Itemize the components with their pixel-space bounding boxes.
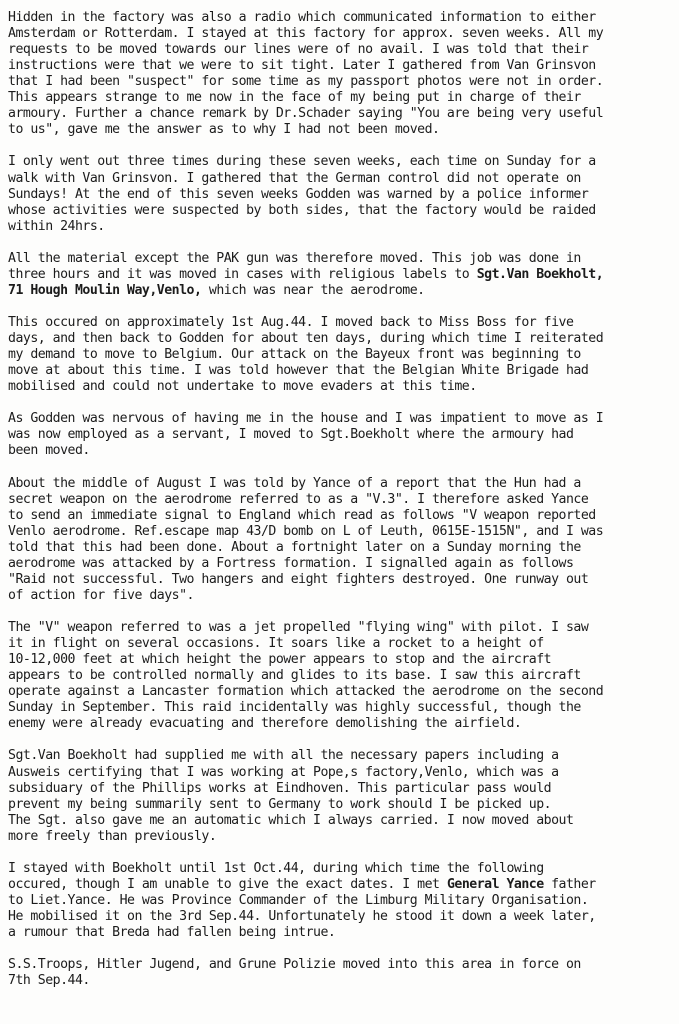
text-line bbox=[8, 219, 673, 235]
text-segment: I stayed with Boekholt until 1st Oct.44, during which time the following bbox=[8, 860, 544, 876]
text-segment: within 24hrs. bbox=[8, 218, 105, 234]
text-segment: secret weapon on the aerodrome referred to as a "V.3". I therefore asked Yance bbox=[8, 491, 589, 507]
text-line bbox=[8, 42, 673, 58]
text-line bbox=[8, 540, 673, 556]
text-line bbox=[8, 813, 673, 829]
text-line bbox=[8, 187, 673, 203]
text-segment: to us", gave me the answer as to why I had not been moved. bbox=[8, 122, 440, 138]
text-segment: my demand to move to Belgium. Our attack on the Bayeux front was beginning to bbox=[8, 347, 581, 363]
text-line bbox=[8, 684, 673, 700]
text-segment: About the middle of August I was told by Yance of a report that the Hun had a bbox=[8, 475, 581, 491]
text-segment: S.S.Troops, Hitler Jugend, and Grune Polizie moved into this area in force on bbox=[8, 957, 581, 973]
text-segment: that I had been "suspect" for some time as my passport photos were not in order. bbox=[8, 74, 604, 90]
text-segment: it in flight on several occasions. It soars like a rocket to a height of bbox=[8, 636, 544, 652]
text-segment: enemy were already evacuating and therefore demolishing the airfield. bbox=[8, 716, 522, 732]
text-line bbox=[8, 427, 673, 443]
text-segment: whose activities were suspected by both sides, that the factory would be raided bbox=[8, 202, 596, 218]
text-line bbox=[8, 347, 673, 363]
paragraph bbox=[8, 620, 673, 732]
text-segment: This appears strange to me now in the face of my being put in charge of their bbox=[8, 90, 581, 106]
text-segment: Sgt.Van Boekholt had supplied me with all the necessary papers including a bbox=[8, 748, 559, 764]
paragraph bbox=[8, 315, 673, 395]
text-line bbox=[8, 379, 673, 395]
text-line bbox=[8, 476, 673, 492]
text-segment: move at about this time. I was told however that the Belgian White Brigade had bbox=[8, 363, 589, 379]
text-line bbox=[8, 877, 673, 893]
text-line bbox=[8, 26, 673, 42]
text-segment: days, and then back to Godden for about ten days, during which time I reiterated bbox=[8, 331, 604, 347]
text-line bbox=[8, 588, 673, 604]
text-line bbox=[8, 909, 673, 925]
text-line bbox=[8, 331, 673, 347]
text-segment: Amsterdam or Rotterdam. I stayed at this factory for approx. seven weeks. All my bbox=[8, 26, 604, 42]
text-segment: walk with Van Grinsvon. I gathered that the German control did not operate on bbox=[8, 170, 581, 186]
text-line bbox=[8, 893, 673, 909]
text-segment: three hours and it was moved in cases with religious labels to bbox=[8, 266, 477, 282]
text-segment: armoury. Further a chance remark by Dr.Schader saying "You are being very useful bbox=[8, 106, 604, 122]
text-line bbox=[8, 829, 673, 845]
text-segment: been moved. bbox=[8, 443, 90, 459]
text-segment: operate against a Lancaster formation which attacked the aerodrome on the second bbox=[8, 684, 604, 700]
text-segment: 7th Sep.44. bbox=[8, 973, 90, 989]
paragraph bbox=[8, 957, 673, 989]
paragraph bbox=[8, 861, 673, 941]
text-line bbox=[8, 203, 673, 219]
text-line bbox=[8, 748, 673, 764]
text-segment: to send an immediate signal to England which read as follows "V weapon reported bbox=[8, 507, 596, 523]
text-line bbox=[8, 781, 673, 797]
text-line bbox=[8, 58, 673, 74]
bold-text: Sgt.Van Boekholt, bbox=[476, 266, 604, 282]
text-segment: Sundays! At the end of this seven weeks Godden was warned by a police informer bbox=[8, 186, 589, 202]
text-segment: "Raid not successful. Two hangers and eight fighters destroyed. One runway out bbox=[8, 571, 589, 587]
text-line bbox=[8, 716, 673, 732]
text-line bbox=[8, 572, 673, 588]
text-line bbox=[8, 315, 673, 331]
text-line bbox=[8, 620, 673, 636]
text-line bbox=[8, 363, 673, 379]
text-segment: Hidden in the factory was also a radio which communicated information to either bbox=[8, 10, 596, 25]
text-segment: which was near the aerodrome. bbox=[201, 282, 425, 298]
text-line bbox=[8, 508, 673, 524]
text-line bbox=[8, 925, 673, 941]
text-line bbox=[8, 122, 673, 138]
bold-text: 71 Hough Moulin Way,Venlo, bbox=[8, 282, 202, 298]
text-line bbox=[8, 154, 673, 170]
paragraph bbox=[8, 154, 673, 234]
text-line bbox=[8, 492, 673, 508]
text-line bbox=[8, 524, 673, 540]
text-line bbox=[8, 700, 673, 716]
text-line bbox=[8, 443, 673, 459]
text-line bbox=[8, 652, 673, 668]
paragraph bbox=[8, 10, 673, 138]
text-segment: Sunday in September. This raid incidentally was highly successful, though the bbox=[8, 700, 581, 716]
text-segment: The Sgt. also gave me an automatic which I always carried. I now moved about bbox=[8, 812, 574, 828]
text-segment: He mobilised it on the 3rd Sep.44. Unfortunately he stood it down a week later, bbox=[8, 909, 596, 924]
text-segment: This occured on approximately 1st Aug.44. I moved back to Miss Boss for five bbox=[8, 315, 574, 331]
text-segment: appears to be controlled normally and glides to its base. I saw this aircraft bbox=[8, 668, 581, 684]
text-segment: All the material except the PAK gun was therefore moved. This job was done in bbox=[8, 250, 581, 266]
text-segment: aerodrome was attacked by a Fortress formation. I signalled again as follows bbox=[8, 555, 574, 571]
text-segment: requests to be moved towards our lines were of no avail. I was told that their bbox=[8, 42, 589, 58]
text-segment: a rumour that Breda had fallen being intrue. bbox=[8, 925, 336, 941]
text-line bbox=[8, 90, 673, 106]
text-line bbox=[8, 636, 673, 652]
text-segment: to Liet.Yance. He was Province Commander of the Limburg Military Organisation. bbox=[8, 892, 589, 908]
paragraph bbox=[8, 748, 673, 844]
text-line bbox=[8, 106, 673, 122]
text-line bbox=[8, 957, 673, 973]
text-segment: Ausweis certifying that I was working at Pope,s factory,Venlo, which was a bbox=[8, 764, 559, 780]
text-line bbox=[8, 797, 673, 813]
text-segment: 10-12,000 feet at which height the power appears to stop and the aircraft bbox=[8, 652, 552, 668]
bold-text: General Yance bbox=[446, 876, 544, 892]
text-line bbox=[8, 267, 673, 283]
paragraph bbox=[8, 476, 673, 604]
text-line bbox=[8, 861, 673, 877]
text-line bbox=[8, 74, 673, 90]
text-segment: prevent my being summarily sent to Germany to work should I be picked up. bbox=[8, 796, 552, 812]
text-segment: of action for five days". bbox=[8, 587, 194, 603]
text-segment: subsiduary of the Phillips works at Eindhoven. This particular pass would bbox=[8, 780, 552, 796]
text-line bbox=[8, 765, 673, 781]
text-line bbox=[8, 251, 673, 267]
text-line bbox=[8, 668, 673, 684]
text-segment: mobilised and could not undertake to move evaders at this time. bbox=[8, 379, 477, 395]
text-segment: The "V" weapon referred to was a jet propelled "flying wing" with pilot. I saw bbox=[8, 620, 589, 636]
text-line bbox=[8, 10, 673, 26]
text-segment: I only went out three times during these seven weeks, each time on Sunday for a bbox=[8, 154, 596, 170]
text-line bbox=[8, 283, 673, 299]
paragraph bbox=[8, 251, 673, 299]
text-segment: occured, though I am unable to give the exact dates. I met bbox=[8, 876, 447, 892]
text-segment: Venlo aerodrome. Ref.escape map 43/D bomb on L of Leuth, 0615E-1515N", and I was bbox=[8, 523, 604, 539]
text-line bbox=[8, 411, 673, 427]
text-line bbox=[8, 973, 673, 989]
text-segment: told that this had been done. About a fortnight later on a Sunday morning the bbox=[8, 539, 581, 555]
text-line bbox=[8, 171, 673, 187]
text-line bbox=[8, 556, 673, 572]
text-segment: instructions were that we were to sit tight. Later I gathered from Van Grinsvon bbox=[8, 58, 596, 74]
text-segment: more freely than previously. bbox=[8, 828, 217, 844]
paragraph bbox=[8, 411, 673, 459]
text-segment: father bbox=[543, 876, 596, 892]
text-segment: As Godden was nervous of having me in the house and I was impatient to move as I bbox=[8, 411, 604, 427]
text-segment: was now employed as a servant, I moved to Sgt.Boekholt where the armoury had bbox=[8, 427, 574, 443]
